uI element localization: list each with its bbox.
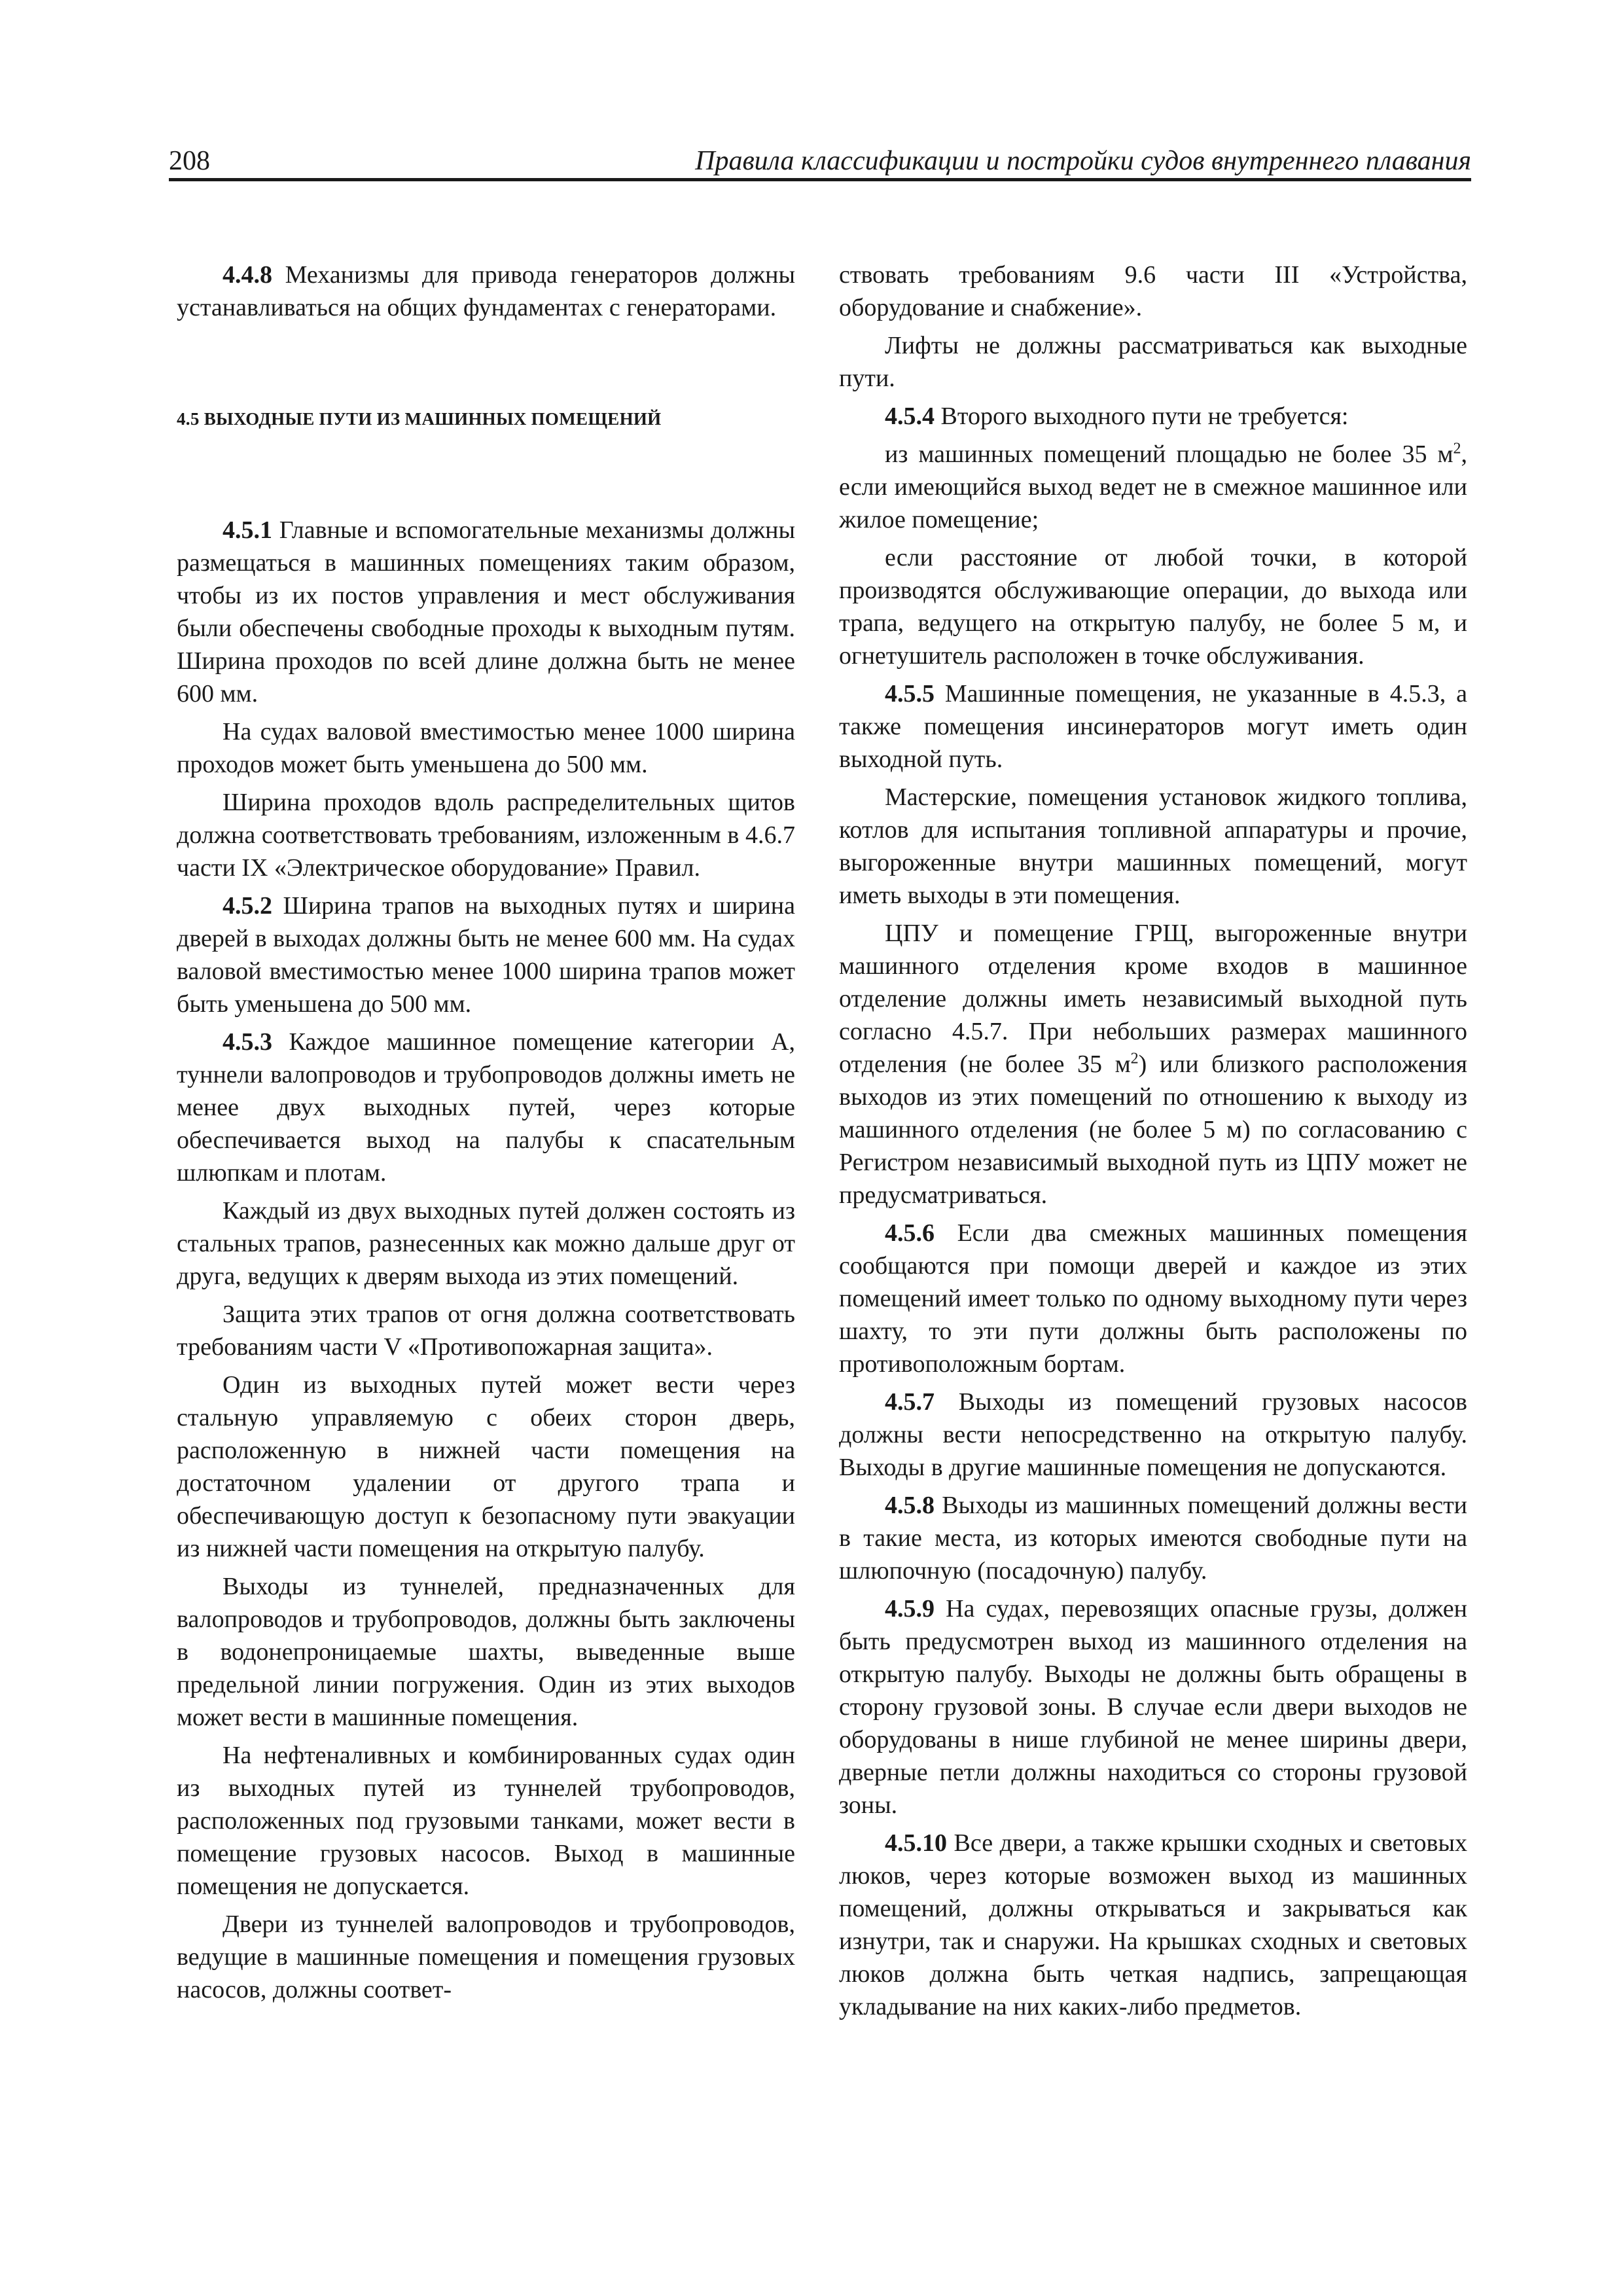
paragraph-text: Выходы из помещений грузовых насосов должны вести непосредственно на открытую палубу. Выходы в другие машинные помещения не допускаются. (839, 1388, 1467, 1481)
paragraph-4-4-8 (177, 259, 795, 324)
paragraph-4-5-8 (839, 1489, 1467, 1587)
paragraph: Двери из туннелей валопроводов и трубопроводов, ведущие в машинные помещения и помещения грузовых насосов, должны соответ- (177, 1910, 795, 2003)
paragraph: На нефтеналивных и комбинированных судах один из выходных путей из туннелей трубопроводов, расположенных под грузовыми танками, может вести в помещение грузовых насосов. Выход в машинные помещения не допускается. (177, 1742, 795, 1900)
clause-number: 4.5.5 (885, 680, 935, 708)
paragraph-text: Машинные помещения, не указанные в 4.5.3, а также помещения инсинераторов могут иметь один выходной путь. (839, 680, 1468, 773)
clause-number: 4.5.10 (885, 1829, 947, 1857)
paragraph-text: Выходы из машинных помещений должны вести в такие места, из которых имеются свободные пути на шлюпочную (посадочную) палубу. (839, 1492, 1468, 1585)
superscript: 2 (1130, 1050, 1139, 1067)
paragraph: Мастерские, помещения установок жидкого топлива, котлов для испытания топливной аппаратуры и прочие, выгороженные внутри машинных помещений, могут иметь выходы в эти помещения. (839, 783, 1467, 909)
clause-number: 4.5.3 (223, 1028, 272, 1056)
paragraph-4-5-5 (839, 677, 1467, 776)
paragraph-text: Второго выходного пути не требуется: (940, 403, 1349, 430)
paragraph-4-5-2 (177, 889, 795, 1020)
paragraph-4-5-6 (839, 1217, 1467, 1380)
superscript: 2 (1453, 440, 1461, 457)
paragraph (839, 917, 1467, 1211)
clause-number: 4.5.1 (223, 516, 272, 544)
clause-number: 4.5.9 (885, 1595, 935, 1623)
page-header (169, 145, 1471, 182)
paragraph-4-5-1 (177, 514, 795, 710)
paragraph-text: Механизмы для привода генераторов должны устанавливаться на общих фундаментах с генераторами. (177, 261, 795, 321)
text-fragment: , если имеющийся выход ведет не в смежное машинное или жилое помещение; (839, 440, 1467, 533)
page-number: 208 (169, 146, 210, 176)
paragraph (839, 438, 1467, 536)
paragraph: Лифты не должны рассматриваться как выходные пути. (839, 332, 1467, 392)
paragraph-text: Ширина трапов на выходных путях и ширина дверей в выходах должны быть не менее 600 мм. На судах валовой вместимостью менее 1000 ширина трапов может быть уменьшена до 500 мм. (177, 892, 795, 1018)
paragraph: Ширина проходов вдоль распределительных щитов должна соответствовать требованиям, изложенным в 4.6.7 части IX «Электрическое оборудование» Правил. (177, 789, 795, 882)
text-fragment: ) или близкого расположения выходов из этих помещений по отношению к выходу из машинного отделения (не более 5 м) по согласованию с Регистром независимый выходной путь из ЦПУ может не предусматриваться. (839, 1050, 1467, 1209)
paragraph-text: Каждое машинное помещение категории А, туннели валопроводов и трубопроводов должны иметь не менее двух выходных путей, через которые обеспечивается выход на палубы к спасательным шлюпкам и плотам. (177, 1028, 795, 1187)
paragraph-text: Все двери, а также крышки сходных и световых люков, через которые возможен выход из машинных помещений, должны открываться и закрываться как изнутри, так и снаружи. На крышках сходных и световых люков должна быть четкая надпись, запрещающая укладывание на них каких-либо предметов. (839, 1829, 1467, 2020)
paragraph-text: Если два смежных машинных помещения сообщаются при помощи дверей и каждое из этих помещений имеет только по одному выходному пути через шахту, то эти пути должны быть расположены по противоположным бортам. (839, 1219, 1467, 1378)
clause-number: 4.5.6 (885, 1219, 935, 1247)
paragraph: На судах валовой вместимостью менее 1000 ширина проходов может быть уменьшена до 500 мм. (177, 718, 795, 778)
right-column (839, 259, 1467, 2028)
header-rule (169, 178, 1471, 181)
left-column (177, 259, 795, 2011)
paragraph-4-5-7 (839, 1386, 1467, 1484)
paragraph: если расстояние от любой точки, в которой производятся обслуживающие операции, до выхода или трапа, ведущего на открытую палубу, не более 5 м, и огнетушитель расположен в точке обслуживания. (839, 544, 1467, 670)
clause-number: 4.5.8 (885, 1492, 935, 1519)
clause-number: 4.4.8 (223, 261, 272, 289)
clause-number: 4.5.7 (885, 1388, 935, 1416)
paragraph-4-5-10 (839, 1827, 1467, 2023)
clause-number: 4.5.2 (223, 892, 272, 920)
paragraph-4-5-9 (839, 1592, 1467, 1821)
paragraph: Один из выходных путей может вести через стальную управляемую с обеих сторон дверь, расположенную в нижней части помещения на достаточном удалении от другого трапа и обеспечивающую доступ к безопасному пути эвакуации из нижней части помещения на открытую палубу. (177, 1371, 795, 1562)
text-fragment: из машинных помещений площадью не более 35 м (885, 440, 1454, 468)
clause-number: 4.5.4 (885, 403, 935, 430)
paragraph-4-5-4 (839, 400, 1467, 433)
paragraph-text: На судах, перевозящих опасные грузы, должен быть предусмотрен выход из машинного отделения на открытую палубу. Выходы не должны быть обращены в сторону грузовой зоны. В случае если двери выходов не оборудованы в нише глубиной не менее ширины двери, дверные петли должны находиться со стороны грузовой зоны. (839, 1595, 1468, 1819)
running-title: Правила классификации и постройки судов внутреннего плавания (695, 146, 1471, 176)
text-fragment: ЦПУ и помещение ГРЩ, выгороженные внутри машинного отделения кроме входов в машинное отделение должны иметь независимый выходной путь согласно 4.5.7. При небольших размерах машинного отделения (не более 35 м (839, 920, 1467, 1078)
section-title: 4.5 ВЫХОДНЫЕ ПУТИ ИЗ МАШИННЫХ ПОМЕЩЕНИЙ (177, 409, 662, 429)
paragraph: Выходы из туннелей, предназначенных для валопроводов и трубопроводов, должны быть заключены в водонепроницаемые шахты, выведенные выше предельной линии погружения. Один из этих выходов может вести в машинные помещения. (177, 1573, 795, 1731)
paragraph-text: Главные и вспомогательные механизмы должны размещаться в машинных помещениях таким образом, чтобы из их постов управления и мест обслуживания были обеспечены свободные проходы к выходным путям. Ширина проходов по всей длине должна быть не менее 600 мм. (177, 516, 795, 708)
paragraph: Каждый из двух выходных путей должен состоять из стальных трапов, разнесенных как можно дальше друг от друга, ведущих к дверям выхода из этих помещений. (177, 1197, 795, 1290)
paragraph-continuation: ствовать требованиям 9.6 части III «Устройства, оборудование и снабжение». (839, 261, 1467, 321)
paragraph: Защита этих трапов от огня должна соответствовать требованиям части V «Противопожарная защита». (177, 1300, 795, 1361)
paragraph-4-5-3 (177, 1026, 795, 1189)
